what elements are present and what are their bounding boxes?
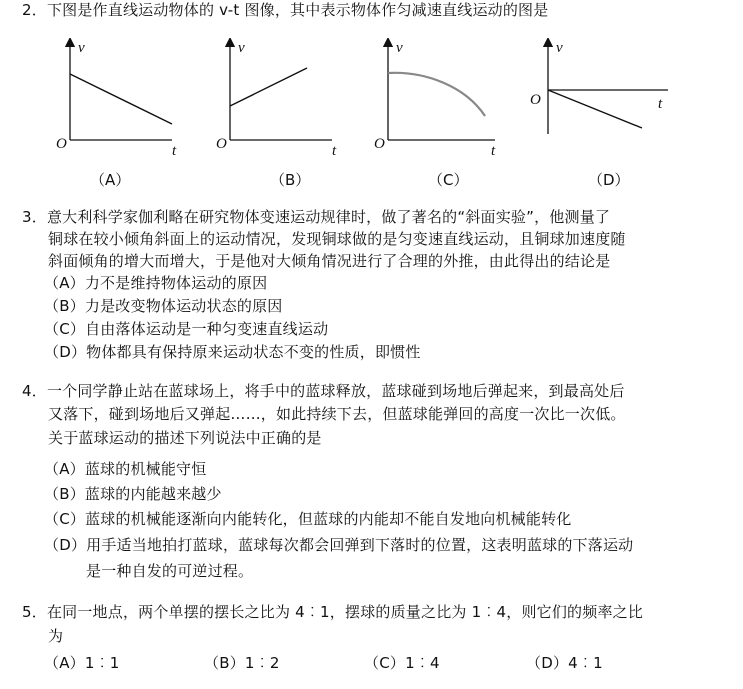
q5-stem-line-1: 5．在同一地点，两个单摆的摆长之比为 4︰1，摆球的质量之比为 1︰4，则它们的频率之比 xyxy=(22,603,644,621)
graph-a xyxy=(52,38,182,163)
q4-stem-line-2: 又落下，碰到场地后又弹起……，如此持续下去，但蓝球能弹回的高度一次比一次低。 xyxy=(48,405,626,423)
q5-option-d: （D）4︰1 xyxy=(526,654,603,672)
q4-stem-line-1: 4．一个同学静止站在蓝球场上，将手中的蓝球释放，蓝球碰到场地后弹起来，到最高处后 xyxy=(22,382,625,400)
q3-stem-line-1: 3．意大利科学家伽利略在研究物体变速运动规律时，做了著名的“斜面实验”，他测量了 xyxy=(22,208,611,226)
graph-c-origin: O xyxy=(374,136,385,152)
graph-d-origin: O xyxy=(530,92,541,108)
q3-option-a: （A）力不是维持物体运动的原因 xyxy=(44,274,268,292)
caption-d: （D） xyxy=(588,171,630,189)
graph-c-v-label: v xyxy=(396,40,403,56)
q5-option-b: （B）1︰2 xyxy=(204,654,280,672)
graph-a-v-label: v xyxy=(78,40,85,56)
q5-stem-line-2: 为 xyxy=(48,627,64,645)
graph-c-t-label: t xyxy=(491,143,496,159)
caption-a: （A） xyxy=(90,171,131,189)
graph-b-curve xyxy=(230,68,307,106)
q5-option-c: （C）1︰4 xyxy=(364,654,440,672)
graph-c xyxy=(370,38,505,163)
graph-b xyxy=(212,38,342,163)
graph-a-origin: O xyxy=(56,136,67,152)
q3-option-c: （C）自由落体运动是一种匀变速直线运动 xyxy=(44,320,329,338)
q4-stem-line-3: 关于蓝球运动的描述下列说法中正确的是 xyxy=(48,429,322,447)
graph-c-curve xyxy=(388,73,485,116)
q4-option-d: （D）用手适当地拍打蓝球，蓝球每次都会回弹到下落时的位置，这表明蓝球的下落运动 xyxy=(44,536,634,554)
q2-stem: 2．下图是作直线运动物体的 v-t 图像，其中表示物体作匀减速直线运动的图是 xyxy=(22,1,549,19)
graph-b-origin: O xyxy=(216,136,227,152)
q4-option-b: （B）蓝球的内能越来越少 xyxy=(44,485,222,503)
q4-option-a: （A）蓝球的机械能守恒 xyxy=(44,460,207,478)
q3-stem-line-2: 铜球在较小倾角斜面上的运动情况，发现铜球做的是匀变速直线运动，且铜球加速度随 xyxy=(48,230,626,248)
graph-b-t-label: t xyxy=(332,143,337,159)
q3-option-d: （D）物体都具有保持原来运动状态不变的性质，即惯性 xyxy=(44,343,421,361)
q4-option-d-cont: 是一种自发的可逆过程。 xyxy=(86,562,254,580)
q4-option-c: （C）蓝球的机械能逐渐向内能转化，但蓝球的内能却不能自发地向机械能转化 xyxy=(44,510,572,528)
graph-a-curve xyxy=(70,74,172,124)
graph-a-t-label: t xyxy=(172,143,177,159)
q3-option-b: （B）力是改变物体运动状态的原因 xyxy=(44,297,283,315)
q3-stem-line-3: 斜面倾角的增大而增大，于是他对大倾角情况进行了合理的外推，由此得出的结论是 xyxy=(48,252,611,270)
q5-option-a: （A）1︰1 xyxy=(44,654,120,672)
graph-d xyxy=(528,38,688,143)
caption-c: （C） xyxy=(428,171,469,189)
graph-d-t-label: t xyxy=(658,96,663,112)
caption-b: （B） xyxy=(270,171,311,189)
graph-b-v-label: v xyxy=(238,40,245,56)
graph-d-curve xyxy=(548,90,642,128)
graph-d-v-label: v xyxy=(556,40,563,56)
